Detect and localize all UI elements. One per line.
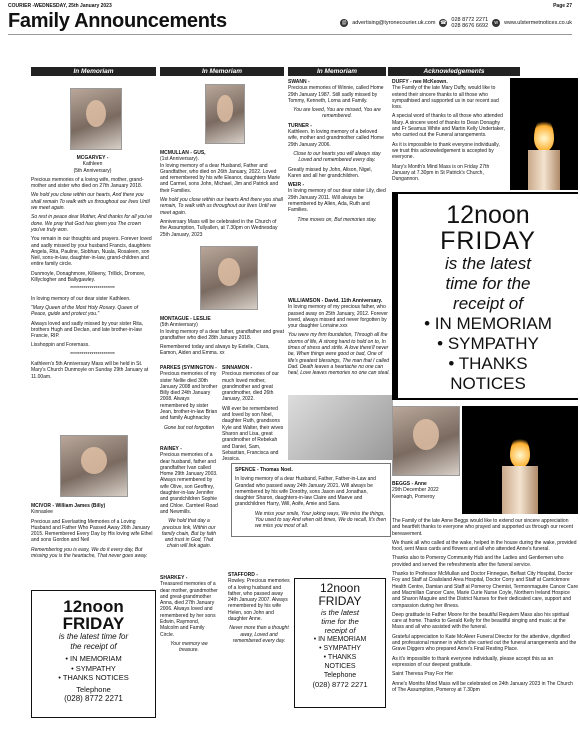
ad-line: is the latest time for — [58, 632, 129, 641]
notice-name: MCIVOR - William James (Billy) — [31, 503, 106, 509]
page-number: Page 27 — [553, 3, 572, 9]
notice-name: WEIR - — [288, 182, 305, 189]
notice-text: In loving memory of our dear sister Kathleen. — [31, 295, 131, 302]
photo-montague — [200, 246, 258, 310]
notice-stafford — [228, 572, 290, 647]
notice-verse: Gone but not forgotten — [163, 424, 215, 431]
notice-text: Precious and Everlasting Memories of a Loving Husband and Father Who Passed Away 26th January 2015. Remembered Every Day by His loving wife Ethel and sons Gordon and Neil — [31, 518, 153, 544]
notice-verse: Remembering you is easy, We do it every day, But missing you is the heartache, That never goes away. — [31, 546, 148, 560]
notice-verse: We hold you close within our hearts And there you shall remain, To walk with us throughout our lives Until we meet again. — [160, 197, 283, 216]
notice-item: • SYMPATHY — [437, 334, 539, 353]
notice-name: SPENCE - Thomas Noel. — [235, 467, 293, 473]
ad-item: • THANKS NOTICES — [58, 673, 129, 682]
notice-spence — [231, 463, 391, 537]
notice-name: TURNER - — [288, 122, 312, 129]
section-header-3: In Memoriam — [288, 67, 386, 76]
notice-text: Deep gratitude to Father Moore for the beautiful Requiem Mass also his spiritual care at home. Thanks to Gerald Kelly for the beautiful singing and music at the Mass and all who assisted with the funeral. — [392, 611, 570, 631]
notice-text: Remembered today and always by Estelle, Ciara, Eamon, Aiden and Emma. xx — [160, 344, 270, 357]
notice-text: Dunmoyle, Donaghmore, Killeeny, Trillick, Dromore, Killyclogher and Ballygawley. — [31, 270, 146, 284]
notice-verse: Never more than a thought away, Loved and remembered every day. — [229, 625, 289, 644]
divider-stars: *********************** — [70, 286, 115, 293]
notice-text: Lisshoppin and Foremass. — [31, 342, 90, 349]
notice-verse: Your memory we treasure. — [170, 640, 208, 654]
notice-text: Thanks also to Pomeroy Community Hub and the Ladies and Gentlemen who provided and served the refreshments after the funeral service. — [392, 555, 564, 568]
ad-phone-label: Telephone — [323, 672, 357, 679]
notice-name: MONTAGUE - LESLIE — [160, 316, 211, 322]
notice-verse: We hold that day a precious link, Within our family chain, But by faith and trust in God, That chain will link again. — [161, 518, 217, 550]
notice-text: Will ever be remembered and loved by son Noel, daughter Ruth, grandsons Kyle and Walter, their wives Sharon and Lisa, great grandmother of Rebekah and Daniel, Sam, Sebastian, Francisca and Jessica. — [222, 405, 284, 463]
website-link[interactable]: www.ulstermetnotices.co.uk — [504, 20, 572, 26]
contact-bar — [340, 17, 572, 29]
deadline-ad-2 — [294, 578, 386, 708]
notice-anniversary: (5th Anniversary) — [160, 322, 198, 329]
photo-mcgarvey — [70, 88, 122, 150]
notice-text: Rowley. Precious memories of a loving husband and father, who passed away 24th January 2007. Always remembered by his wife Helen, son John and daughter Anne. — [228, 578, 290, 623]
ad-item: • IN MEMORIAM — [313, 636, 367, 643]
ad-time: 12noon — [63, 597, 124, 616]
notice-montague — [160, 316, 284, 360]
notice-text: Precious memories of my sister Nellie died 30th January 2008 and brother Billy died 24th January 2008. Always remembered by sister Jean, brother-in-law Brian and family Aughnacloy — [160, 371, 218, 422]
photo-beggs — [392, 406, 460, 476]
notice-text: In loving memory of a dear Husband, Father and Grandfather, who died on 26th January, 2022. Loved and remembered by his wife Eleanor, daughters Marie and Carmel, sons John, Michael, Jim and Patrick and their Families. — [160, 162, 281, 194]
notice-verse: Close to our hearts you will always stay Loved and remembered every day. — [293, 150, 381, 164]
notice-mcgarvey — [31, 155, 154, 383]
ad-line: is the latest — [321, 608, 359, 617]
notice-verse: Time moves on, But memories stay. — [297, 216, 377, 223]
notice-text: Kathleen. In loving memory of a beloved wife, mother and grandmother called Home 29th January 2006. — [288, 129, 384, 148]
flame-icon — [510, 436, 530, 468]
notice-text: Kathleen's 5th Anniversary Mass will be held in St. Mary's Church Dunmoyle on Sunday 29th January at 11.00am. — [31, 361, 149, 380]
notice-item: • IN MEMORIAM — [424, 314, 552, 333]
notice-text: Anniversary Mass will be celebrated in the Church of the Assumption, Tullyallen, at 7.30pm on Wednesday 25th January, 2023 — [160, 218, 278, 238]
notice-anniversary: (1st Anniversary). — [160, 156, 199, 163]
notice-text: The Family of the late Mary Duffy, would like to extend their sincere thanks to all those who sympathised and supported us in our recent sad loss. — [392, 85, 499, 111]
notice-text: In loving memory of a dear father, grandfather and great grandfather who died 28th January 2018. — [160, 328, 284, 341]
notice-name: WILLIAMSON - David. 11th Anniversary. — [288, 298, 383, 304]
notice-date: 29th December 2022 — [392, 487, 439, 494]
ad-day: FRIDAY — [62, 614, 125, 633]
section-header-2: In Memoriam — [160, 67, 284, 76]
issue-date: COURIER -WEDNESDAY, 25th January 2023 — [8, 3, 112, 9]
notice-text: A special word of thanks to all those who attended Mary. A sincere word of thanks to Dean Donaghy and Fr Seamus White and Martin Kelly Undertaker, who carried out the Funeral arrangements. — [392, 113, 505, 139]
notice-anniversary: (5th Anniversary) — [73, 167, 112, 174]
ad-item: • IN MEMORIAM — [65, 654, 122, 663]
notice-text: Precious memories of our much loved mother, grandmother and great grandmother, died 26th January, 2022. — [222, 371, 279, 403]
phone-number-1[interactable]: 028 8772 2271 — [451, 17, 489, 23]
notice-place: Kinnaslee — [31, 509, 53, 516]
email-address[interactable]: advertising@tyronecourier.uk.com — [352, 20, 436, 26]
notice-rainey — [160, 446, 218, 553]
notice-verse: We miss your smile, Your joking ways, We miss the things, You used to say And when old times, We do recall, It's then we miss you most of all. — [255, 510, 387, 530]
ad-line: time for the — [321, 617, 359, 626]
notice-text: In loving memory of my precious father, who passed away on 25th January, 2012. Forever loved, always missed and never forgotten by your daughter Lorraine.xxx — [288, 304, 388, 330]
ad-phone[interactable]: (028) 8772 2271 — [64, 693, 123, 703]
notice-text: Grateful appreciation to Kate McAleer Funeral Director for the attentive, dignified and professional manner in which she carried out the funeral arrangements and the Grave Diggers who prepared Anne's Final Resting Place. — [392, 633, 577, 653]
notice-subname: Kathleen — [82, 161, 103, 168]
notice-name: DUFFY - nee McKeown. — [392, 79, 448, 85]
notice-name: MCGARVEY - — [76, 155, 109, 161]
notice-text: Thanks to Professor McMullan and Doctor Finnegan, Belfast City Hospital, Doctor Foy and Staff at Coalisland Area Hospital, Doctor Corry and Staff at Carrickmore Health Centre, Damian and Staff at Pomeroy Chemist, Termonmaguire Cancer Care and Macmillan Cancer Care, Marie Curie Nurse Coyle, Northern Ireland Hospice and Sharon Maguire and the District Nurses for their dedicated care, support and compassion during her illness. — [392, 571, 579, 609]
ad-line: receipt of — [324, 626, 356, 635]
phone-number-2[interactable]: 028 8676 6692 — [451, 23, 489, 29]
page-title: Family Announcements — [8, 10, 227, 32]
divider-stars: *********************** — [70, 351, 115, 358]
ad-item: • SYMPATHY — [71, 663, 116, 673]
ad-item: NOTICES — [324, 663, 356, 670]
notice-text: Precious memories of Winnie, called Home 29th January 1987. Still sadly missed by Tommy, Kenneth, Lorna and Family. — [288, 85, 384, 104]
notice-verse: You were my firm foundation, Through all the storms of life, A strong hand to hold on to, In times of stress and strife. A love there'll never be, When things were good or bad, One of life's greatest blessings, The man that I called Dad. Death leaves a heartache no one can heal, Love leaves memories no one can steal. — [288, 332, 390, 377]
notice-text: As it's impossible to thank everyone individually, please accept this as an expression of our deepest gratitude. — [392, 655, 554, 668]
candle-image-top — [510, 78, 578, 190]
notice-sharkey — [160, 575, 218, 657]
section-header-1: In Memoriam — [31, 67, 156, 76]
notice-text: You remain in our thoughts and prayers. Forever loved and sadly missed by your husband Francis, daughters Angela, Rita, Pauline, Siobhan, Nuala, Rosaleen, son Neil, sons-in-law, daughter-in-law, grand-children and entire family circle. — [31, 236, 152, 268]
notice-name: MCMULLAN - GUS, — [160, 150, 206, 156]
notice-time: 12noon — [446, 201, 530, 229]
candle-image-bottom — [462, 406, 578, 514]
flame-icon — [534, 118, 554, 152]
notice-mcivor — [31, 503, 154, 562]
notice-parkes — [160, 365, 218, 434]
notice-duffy — [392, 79, 507, 185]
notice-item: • THANKS — [448, 354, 528, 373]
notice-verse: So rest in peace dear Mother, And thanks for all you've done. We pray that God has given you The crown you've truly won. — [31, 214, 153, 233]
deadline-ad-1 — [31, 590, 156, 718]
notice-mcmullan — [160, 150, 284, 241]
notice-swann — [288, 79, 386, 226]
notice-text: Precious memories of a loving wife, mother, grand-mother and sister who died on 27th January 2018. — [31, 176, 144, 190]
notice-verse: You are loved, You are missed, You are remembered. — [293, 107, 381, 120]
ad-line: the receipt of — [70, 642, 117, 651]
notice-name: STAFFORD - — [228, 572, 258, 578]
notice-name: SWANN - — [288, 79, 310, 85]
ad-phone[interactable]: (028) 8772 2271 — [312, 680, 368, 689]
notice-name: SHARKEY - — [160, 575, 188, 581]
notice-text: Anne's Months Mind Mass will be celebrated on 24th January 2023 in The Church of The Assumption, Pomeroy at 7.30pm — [392, 680, 573, 693]
notice-text: In loving memory of our dear sister Lily, died 29th January 2011. Will always be remembered by Allen, Ada, Ruth and Families. — [288, 188, 386, 214]
ad-time: 12noon — [319, 581, 361, 595]
notice-text: Greatly missed by John, Alison, Nigel, Karen and all her grandchildren. — [288, 166, 372, 179]
ad-day: FRIDAY — [318, 594, 362, 608]
ad-item: • SYMPATHY — [319, 645, 361, 652]
notice-beggs — [392, 518, 578, 696]
notice-name: BEGGS - Anne — [392, 481, 427, 487]
notice-text: Mary's Month's Mind Mass is on Friday 27th January at 7.30pm in St Patrick's Church, Dungannon. — [392, 163, 490, 183]
notice-name: SINNAMON - — [222, 365, 253, 371]
notice-sinnamon — [222, 365, 284, 465]
notice-verse: "Mary Queen of the Most Holy Rosary. Queen of Peace, guide and protect you." — [31, 304, 139, 318]
notice-place: Keenagh, Pomeroy — [392, 493, 435, 500]
section-header-4: Acknowledgements — [388, 67, 520, 76]
notice-text: As it is impossible to thank everyone individually, we trust this acknowledgement is accepted by everyone. — [392, 141, 500, 161]
ad-phone-label: Telephone — [76, 684, 111, 694]
masthead — [8, 11, 572, 35]
notice-name: RAINEY - — [160, 446, 182, 452]
photo-mcivor — [60, 435, 128, 497]
deadline-notice — [398, 194, 578, 398]
notice-item: NOTICES — [450, 374, 526, 393]
notice-text: The Family of the late Anne Beggs would like to extend our sincere appreciation and heartfelt thanks to everyone who prayed and supported us through our recent bereavement. — [392, 518, 573, 537]
notice-williamson — [288, 298, 393, 380]
notice-text: Always loved and sadly missed by your sister Rita, brothers Hugh and Declan, and late brother-in-law Francie, RIP. — [31, 320, 143, 340]
notice-day: FRIDAY — [440, 227, 536, 255]
photo-mcmullan — [205, 84, 245, 144]
web-icon: w — [492, 19, 500, 27]
notice-line: receipt of — [453, 294, 523, 313]
notice-text: Precious memories of a dear husband, father and grandfather Ivan called Home 29th January 2003. Always remembered by wife Olive, son Geoffrey, daughter-in-law Jennifer and grandchildren Sophie and Chloe. Carnteel Road and Newmills. — [160, 452, 218, 515]
notice-name: PARKES (SYMINGTON - — [160, 365, 217, 371]
notice-text: Saint Theresa Pray For Her — [392, 671, 454, 678]
notice-text: Treasured memories of a dear mother, grandmother and great-grandmother Anna, died 27th January 2006. Always loved and remembered by her sons Edwin, Raymond, Malcolm and Family Circle. — [160, 581, 218, 638]
notice-text: In loving memory of a dear Husband, Father, Father-in-Law and Grandad who passed away 24th January 2021. Will always be remembered by his wife Dorothy, sons Jason and Jonathan, daughter Sharon, daughters-in-law Claire and Maeve and grandchildren Harry, Will, Aoife, Amie and Sara. — [235, 476, 376, 508]
email-icon: @ — [341, 20, 347, 26]
notice-line: is the latest — [445, 254, 531, 273]
notice-beggs-header — [392, 481, 460, 500]
notice-verse: We hold you close within our hearts, And there you shall remain To walk with us throughout our lives Until we meet again. — [31, 192, 150, 212]
notice-text: We thank all who called at the wake, helped in the house during the wake, provided food, sent Mass cards and flowers and all who attended Anne's funeral. — [392, 539, 577, 553]
phone-icon: ☎ — [440, 20, 447, 26]
ad-item: • THANKS — [323, 654, 357, 661]
notice-line: time for the — [445, 274, 531, 293]
memorial-cross-image — [288, 395, 393, 460]
